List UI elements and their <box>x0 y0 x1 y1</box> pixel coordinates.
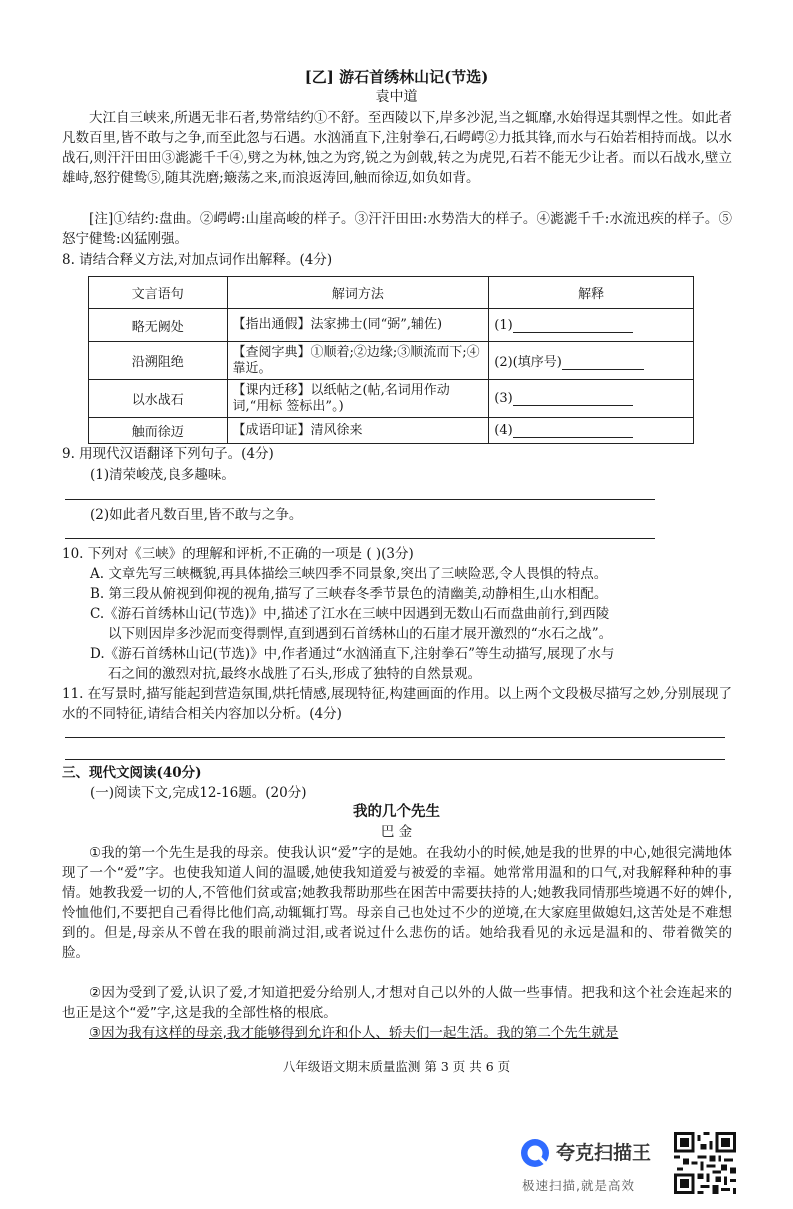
q8-header-answer: 解释 <box>489 277 694 309</box>
q8-header-row <box>89 277 694 309</box>
q11-text: 11. 在写景时,描写能起到营造氛围,烘托情感,展现特征,构建画面的作用。以上两个文段极尽描写之妙,分别展现了水的不同特征,请结合相关内容加以分析。(4分) <box>62 686 732 722</box>
q8-method: 【查阅字典】①顺着;②边缘;③顺流而下;④靠近。 <box>227 342 489 380</box>
scanner-slogan: 极速扫描,就是高效 <box>522 1178 635 1193</box>
q8-row <box>89 309 694 342</box>
q10-option-c-cont: 以下则因岸多沙泥而变得剽悍,直到遇到石首绣林山的石崖才展开激烈的“水石之战”。 <box>108 626 613 642</box>
answer-blank[interactable] <box>513 393 633 406</box>
q10-stem: 10. 下列对《三峡》的理解和评析,不正确的一项是 ( )(3分) <box>62 546 414 562</box>
article-title: 我的几个先生 <box>353 803 440 820</box>
q8-answer-label: (2)(填序号) <box>494 355 562 370</box>
q8-answer-label: (1) <box>494 317 513 333</box>
q8-answer-cell[interactable] <box>489 309 694 342</box>
q8-table <box>88 276 694 444</box>
q8-phrase: 略无阙处 <box>89 309 228 342</box>
q8-stem: 8. 请结合释义方法,对加点词作出解释。(4分) <box>62 252 333 268</box>
article-paragraph-2: ②因为受到了爱,认识了爱,才知道把爱分给别人,才想对自己以外的人做一些事情。把我和这个社会连起来的也正是这个“爱”字,这是我的全部性格的根底。 <box>62 985 732 1021</box>
q9-stem: 9. 用现代汉语翻译下列句子。(4分) <box>62 446 274 462</box>
article-paragraph-3 <box>62 1023 732 1043</box>
article-paragraph-3-text: ③因为我有这样的母亲,我才能够得到允许和仆人、轿夫们一起生活。我的第二个先生就是 <box>89 1025 619 1041</box>
q8-header-phrase: 文言语句 <box>89 277 228 309</box>
q8-answer-cell[interactable] <box>489 342 694 380</box>
q8-row <box>89 380 694 418</box>
section-3-heading: 三、现代文阅读(40分) <box>62 765 202 781</box>
q8-phrase: 以水战石 <box>89 380 228 418</box>
answer-line[interactable] <box>65 737 725 738</box>
answer-line[interactable] <box>65 499 655 500</box>
q8-method: 【指出通假】法家拂士(同“弼”,辅佐) <box>227 309 489 342</box>
passage-b-author: 袁中道 <box>375 89 418 105</box>
q8-answer-cell[interactable] <box>489 418 694 444</box>
q10-option-b: B. 第三段从俯视到仰视的视角,描写了三峡春冬季节景色的清幽美,动静相生,山水相配。 <box>90 586 608 602</box>
q10-option-c: C.《游石首绣林山记(节选)》中,描述了江水在三峡中因遇到无数山石而盘曲前行,到西陵 <box>90 606 610 622</box>
passage-b-title: [乙] 游石首绣林山记(节选) <box>304 68 489 86</box>
q8-header-method: 解词方法 <box>227 277 489 309</box>
q10-option-d-cont: 石之间的激烈对抗,最终水战胜了石头,形成了独特的自然景观。 <box>108 666 482 682</box>
quark-logo-icon <box>520 1138 550 1168</box>
article-paragraph-1: ①我的第一个先生是我的母亲。使我认识“爱”字的是她。在我幼小的时候,她是我的世界的中心,她很完满地体现了一个“爱”字。也使我知道人间的温暖,她使我知道爱与被爱的幸福。她常常用温和的口气,对我解释种种的事情。她教我爱一切的人,不管他们贫或富;她教我帮助那些在困苦中需要扶持的人;她教我同情那些境遇不好的婢仆,怜恤他们,不要把自己看得比他们高,动辄辄打骂。母亲自己也处过不少的逆境,在大家庭里做媳妇,这苦处是不难想到的。但是,母亲从不曾在我的眼前淌过泪,或者说过什么悲伤的话。她给我看见的永远是温和的、带着微笑的脸。 <box>62 845 732 961</box>
qr-code-icon[interactable] <box>674 1132 736 1194</box>
q8-phrase: 触而徐迈 <box>89 418 228 444</box>
q9-sentence-2: (2)如此者凡数百里,皆不敢与之争。 <box>90 507 303 523</box>
q8-answer-label: (3) <box>494 391 513 406</box>
q10-option-a: A. 文章先写三峡概貌,再具体描绘三峡四季不同景象,突出了三峡险恶,令人畏惧的特点。 <box>90 566 608 582</box>
q8-phrase: 沿溯阻绝 <box>89 342 228 380</box>
passage-b-text: 大江自三峡来,所遇无非石者,势常结约①不舒。至西陵以下,岸多沙泥,当之辄靡,水始得逞其剽悍之性。如此者凡数百里,皆不敢与之争,而至此忽与石遇。水汹涌直下,注射拳石,石崿崿②力抵其锋,而水与石始若相持而战。以水战石,则汗汗田田③滮滮千千④,劈之为林,蚀之为窍,锐之为剑戟,转之为虎兕,石若不能无少让者。而以石战水,壁立雄峙,怒狞健鸷⑤,随其洗磨;簸荡之来,而浪返涛回,触而徐迈,如负如背。 <box>62 110 732 186</box>
section-3-subheading: (一)阅读下文,完成12-16题。(20分) <box>90 785 307 801</box>
q8-answer-label: (4) <box>494 423 513 438</box>
q8-row <box>89 418 694 444</box>
answer-blank[interactable] <box>513 425 633 438</box>
page-footer: 八年级语文期末质量监测 第 3 页 共 6 页 <box>282 1059 511 1074</box>
answer-line[interactable] <box>65 538 655 539</box>
q8-method: 【课内迁移】以纸帖之(帖,名词用作动词,“用标 签标出”。) <box>227 380 489 418</box>
answer-blank[interactable] <box>562 357 644 370</box>
answer-blank[interactable] <box>513 320 633 333</box>
passage-b-notes: [注]①结约:盘曲。②崿崿:山崖高峻的样子。③汗汗田田:水势浩大的样子。④滮滮千千:水流迅疾的样子。⑤怒宁健鸷:凶猛刚强。 <box>62 211 732 247</box>
scanner-brand-name: 夸克扫描王 <box>556 1142 652 1164</box>
answer-line[interactable] <box>65 759 725 760</box>
article-author: 巴 金 <box>380 824 413 840</box>
q8-row <box>89 342 694 380</box>
q8-method: 【成语印证】清风徐来 <box>227 418 489 444</box>
q8-answer-cell[interactable] <box>489 380 694 418</box>
q9-sentence-1: (1)清荣峻茂,良多趣味。 <box>90 467 235 483</box>
q10-option-d: D.《游石首绣林山记(节选)》中,作者通过“水汹涌直下,注射拳石”等生动描写,展现了水与 <box>90 646 615 662</box>
